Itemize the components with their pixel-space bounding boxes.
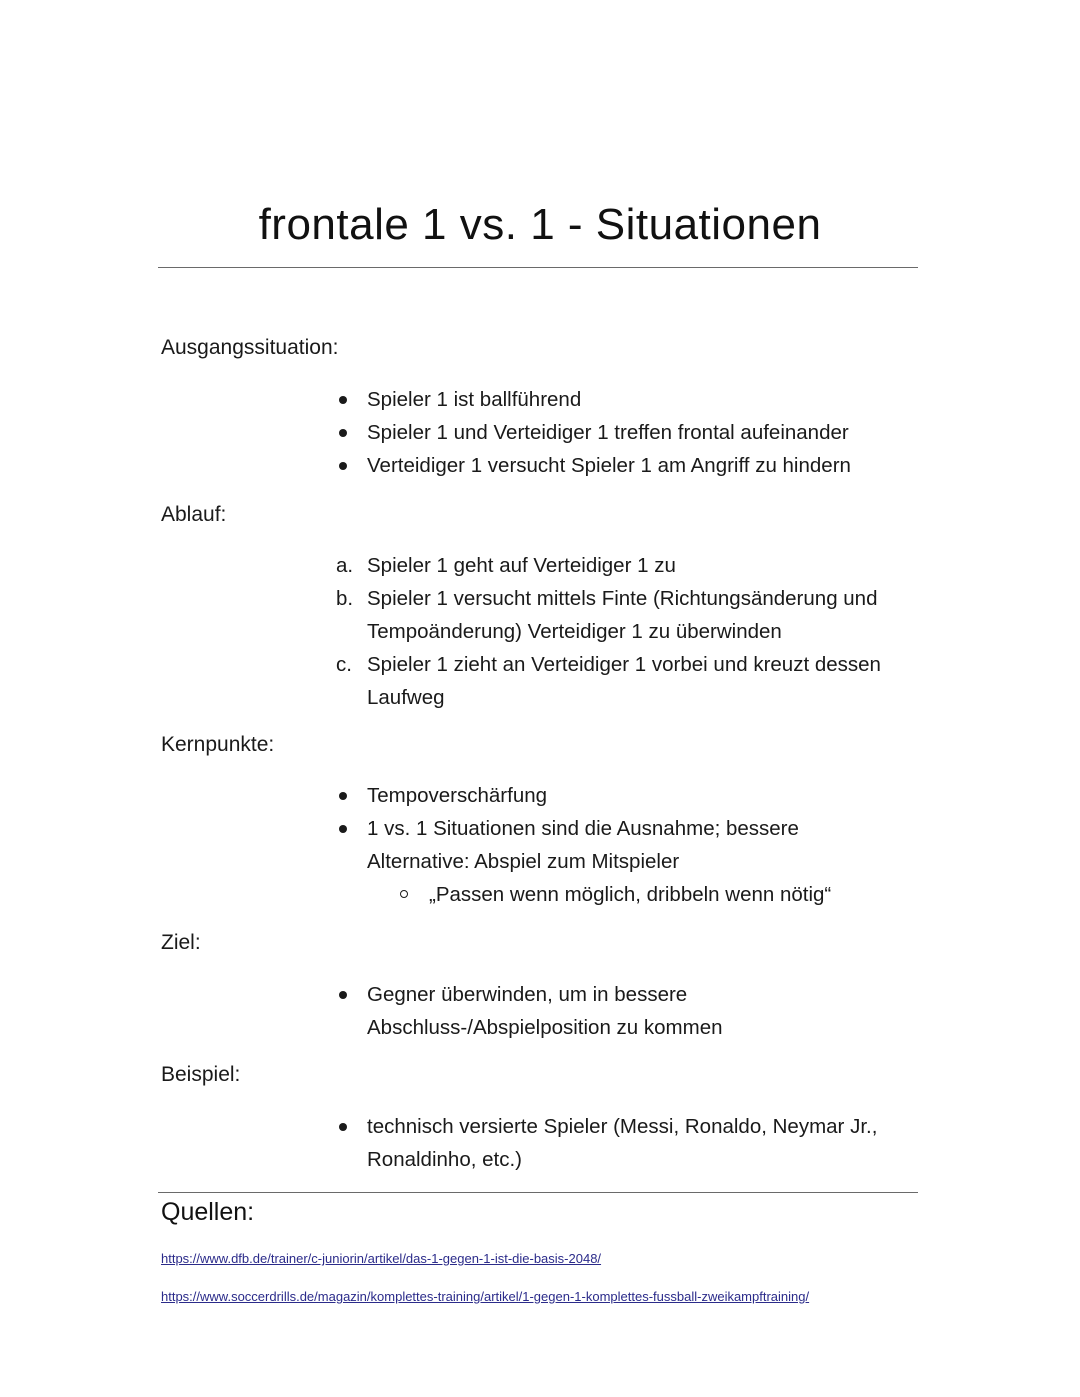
list-item: Verteidiger 1 versucht Spieler 1 am Angriff zu hindern xyxy=(336,449,916,482)
list-marker: c. xyxy=(336,653,352,676)
list-item xyxy=(336,648,916,714)
list-item-text: Spieler 1 versucht mittels Finte (Richtungsänderung und Tempoänderung) Verteidiger 1 zu überwinden xyxy=(367,587,878,643)
list-item: technisch versierte Spieler (Messi, Ronaldo, Neymar Jr., Ronaldinho, etc.) xyxy=(336,1110,926,1176)
list-item xyxy=(336,582,916,648)
source-link-soccerdrills[interactable]: https://www.soccerdrills.de/magazin/komplettes-training/artikel/1-gegen-1-komplettes-fussball-zweikampftraining/ xyxy=(161,1289,810,1304)
ausgangssituation-list xyxy=(336,383,916,482)
list-marker: b. xyxy=(336,587,354,610)
source-link-dfb[interactable]: https://www.dfb.de/trainer/c-juniorin/artikel/das-1-gegen-1-ist-die-basis-2048/ xyxy=(161,1251,602,1266)
title-divider xyxy=(158,267,918,268)
section-label-kernpunkte: Kernpunkte: xyxy=(161,733,275,756)
list-item-text: Spieler 1 geht auf Verteidiger 1 zu xyxy=(367,554,676,577)
page-title: frontale 1 vs. 1 - Situationen xyxy=(258,200,822,249)
list-item xyxy=(336,549,916,582)
list-item xyxy=(336,812,836,911)
sources-heading: Quellen: xyxy=(161,1198,255,1226)
list-item: Gegner überwinden, um in bessere Abschluss-/Abspielposition zu kommen xyxy=(336,978,756,1044)
list-marker: a. xyxy=(336,554,354,577)
beispiel-list xyxy=(336,1110,926,1176)
sub-list-item: „Passen wenn möglich, dribbeln wenn nötig“ xyxy=(399,878,836,911)
kernpunkte-sublist xyxy=(367,878,836,911)
list-item: Spieler 1 und Verteidiger 1 treffen frontal aufeinander xyxy=(336,416,916,449)
ablauf-list xyxy=(336,549,916,714)
list-item-text: Spieler 1 zieht an Verteidiger 1 vorbei und kreuzt dessen Laufweg xyxy=(367,653,881,709)
section-label-ziel: Ziel: xyxy=(161,931,201,954)
list-item: Tempoverschärfung xyxy=(336,779,836,812)
list-item-text: 1 vs. 1 Situationen sind die Ausnahme; bessere Alternative: Abspiel zum Mitspieler xyxy=(367,817,799,873)
section-label-ausgangssituation: Ausgangssituation: xyxy=(161,336,339,359)
section-label-beispiel: Beispiel: xyxy=(161,1063,241,1086)
section-label-ablauf: Ablauf: xyxy=(161,503,227,526)
kernpunkte-list xyxy=(336,779,836,911)
ziel-list xyxy=(336,978,756,1044)
list-item: Spieler 1 ist ballführend xyxy=(336,383,916,416)
sources-divider xyxy=(158,1192,918,1193)
